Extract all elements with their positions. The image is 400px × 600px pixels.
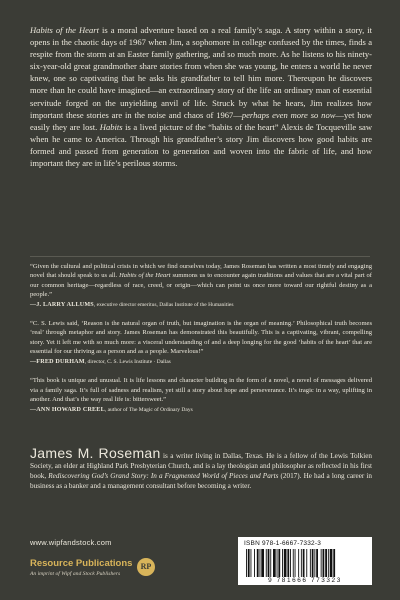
- barcode-bar: [248, 549, 250, 577]
- barcode-bar: [287, 549, 289, 577]
- description-text: is a lived picture of the “habits of the heart” Alexis de Tocqueville saw when he came to America. Through his grandfather’s story Jim discovers how good habits are formed and passed from generation to generation and woven into the fabric of life, and how important they are in life’s perilous storms.: [30, 121, 373, 169]
- endorser-title: , executive director emeritus, Dallas Institute of the Humanities: [93, 302, 234, 309]
- barcode-bar: [301, 549, 302, 577]
- barcode-bar: [273, 549, 276, 577]
- barcode-bar: [333, 549, 335, 577]
- barcode-bar: [312, 549, 314, 577]
- barcode-bar: [310, 549, 311, 577]
- endorsement-attribution: [30, 301, 372, 310]
- endorser-title: , author of The Magic of Ordinary Days: [104, 407, 193, 414]
- endorsement-attribution: [30, 406, 372, 415]
- barcode-bar: [246, 549, 247, 577]
- endorsement-allums: [30, 262, 372, 310]
- endorsement-quote: [30, 319, 372, 356]
- barcode-bar: [278, 549, 280, 577]
- quote-text: “C. S. Lewis said, ‘Reason is the natural organ of truth, but imagination is the organ of meaning.’ Philosophical truth becomes ‘real’ through metaphor and story. James Roseman has demonstrated this beautifully. This is a captivating, vibrant, compelling story. Yet it left me with so much more: a visceral understanding of and a deep longing for the good ‘habits of the heart’ that are essential for our thriving as a person and as a people. Marvelous!”: [30, 320, 372, 356]
- book-description: [30, 24, 372, 169]
- endorsements: [30, 262, 372, 424]
- barcode-panel: [238, 537, 372, 585]
- endorsement-quote: [30, 376, 372, 404]
- barcode-bar: [330, 549, 333, 577]
- book-title-italic: Habits: [99, 121, 123, 132]
- bio-book-title: Rediscovering God’s Grand Story: In a Fragmented World of Pieces and Parts: [48, 472, 279, 481]
- author-name: James M. Roseman: [30, 445, 161, 461]
- barcode-bar: [290, 549, 291, 577]
- barcode-graphic: [244, 549, 366, 577]
- section-divider: [30, 256, 370, 257]
- barcode-bar: [260, 549, 261, 577]
- barcode-bar: [261, 549, 264, 577]
- publisher-name: Resource Publications: [30, 558, 133, 569]
- endorser-name: —J. LARRY ALLUMS: [30, 302, 94, 309]
- barcode-bar: [293, 549, 294, 577]
- isbn-label: ISBN 978-1-6667-7332-3: [244, 540, 322, 547]
- barcode-bar: [282, 549, 283, 577]
- barcode-bar: [284, 549, 287, 577]
- barcode-bar: [328, 549, 329, 577]
- description-text: —yet how easily they are lost.: [30, 109, 372, 132]
- quote-text: “Given the cultural and political crisis in which we find ourselves today, James Roseman has written a most timely and engaging novel that should speak to us all.: [30, 263, 372, 280]
- barcode-bar: [266, 549, 267, 577]
- barcode-bar: [277, 549, 278, 577]
- publisher-tagline: An imprint of Wipf and Stock Publishers: [30, 571, 121, 577]
- endorsement-durham: [30, 319, 372, 367]
- barcode-bar: [316, 549, 318, 577]
- author-bio: [30, 445, 373, 491]
- endorser-name: —ANN HOWARD CREEL: [30, 407, 105, 414]
- barcode-bar: [314, 549, 315, 577]
- publisher-website: www.wipfandstock.com: [30, 538, 112, 547]
- barcode-bar: [325, 549, 327, 577]
- barcode-bar: [321, 549, 322, 577]
- description-paragraph: [30, 24, 372, 169]
- barcode-bar: [257, 549, 259, 577]
- endorser-name: —FRED DURHAM: [30, 359, 85, 366]
- barcode-bar: [251, 549, 252, 577]
- barcode-bar: [295, 549, 296, 577]
- barcode-bar: [306, 549, 307, 577]
- bio-text: (2017). He had a long career in business as a banker and a management consultant before becoming a writer.: [30, 472, 373, 491]
- book-title-italic: Habits of the Heart: [30, 25, 99, 35]
- barcode-digits: 9 781666 773323: [268, 577, 342, 584]
- barcode-bar: [270, 549, 271, 577]
- quote-text: summons us to encounter again traditions and values that are a vital part of our common heritage—regardless of race, creed, or origin—which can point us once more toward our rightful destiny as a people.”: [30, 272, 372, 298]
- description-text: is a moral adventure based on a real family’s saga. A story within a story, it opens in the chaotic days of 1967 when Jim, a sophomore in college confused by the times, finds a respite from the storm at an Easter family gathering, and so much more. As he listens to his ninety-six-year-old great grandmother share stories from when she was young, he enters a world he never knew, one so captivating that he asks his grandfather to tell him more. Thereupon he discovers more than he could have imagined—an extraordinary story of the life an ordinary man of essential servitude forged on the unyielding anvil of life. Struck by what he hears, Jim realizes how important these stories are in the noise and chaos of 1967—: [30, 25, 373, 120]
- endorsement-creel: [30, 376, 372, 415]
- bio-text: is a writer living in Dallas, Texas. He is a fellow of the Lewis Tolkien Society, an elder at Highland Park Presbyterian Church, and is a lay theologian and philosopher as reflected in his first book,: [30, 452, 372, 481]
- endorsement-attribution: [30, 358, 372, 367]
- quote-text: “This book is unique and unusual. It is life lessons and character building in the form of a novel, a novel of messages delivered via a family saga. It’s full of sadness and realism, yet still a story about hope and perseverance. It’s tragic in a way, uplifting in another. And that’s the way real life is: bittersweet.”: [30, 377, 372, 403]
- publisher-logo: RP: [137, 558, 155, 576]
- barcode-bar: [303, 549, 305, 577]
- emphasis-italic: perhaps even more so now: [241, 109, 336, 120]
- quote-book-title: Habits of the Heart: [119, 272, 171, 280]
- barcode-bar: [268, 549, 270, 577]
- publisher-imprint: [30, 558, 210, 582]
- barcode-bar: [254, 549, 255, 577]
- barcode-bar: [298, 549, 299, 577]
- endorsement-quote: [30, 262, 372, 299]
- endorser-title: , director, C. S. Lewis Institute · Dallas: [84, 359, 171, 366]
- barcode-bar: [323, 549, 325, 577]
